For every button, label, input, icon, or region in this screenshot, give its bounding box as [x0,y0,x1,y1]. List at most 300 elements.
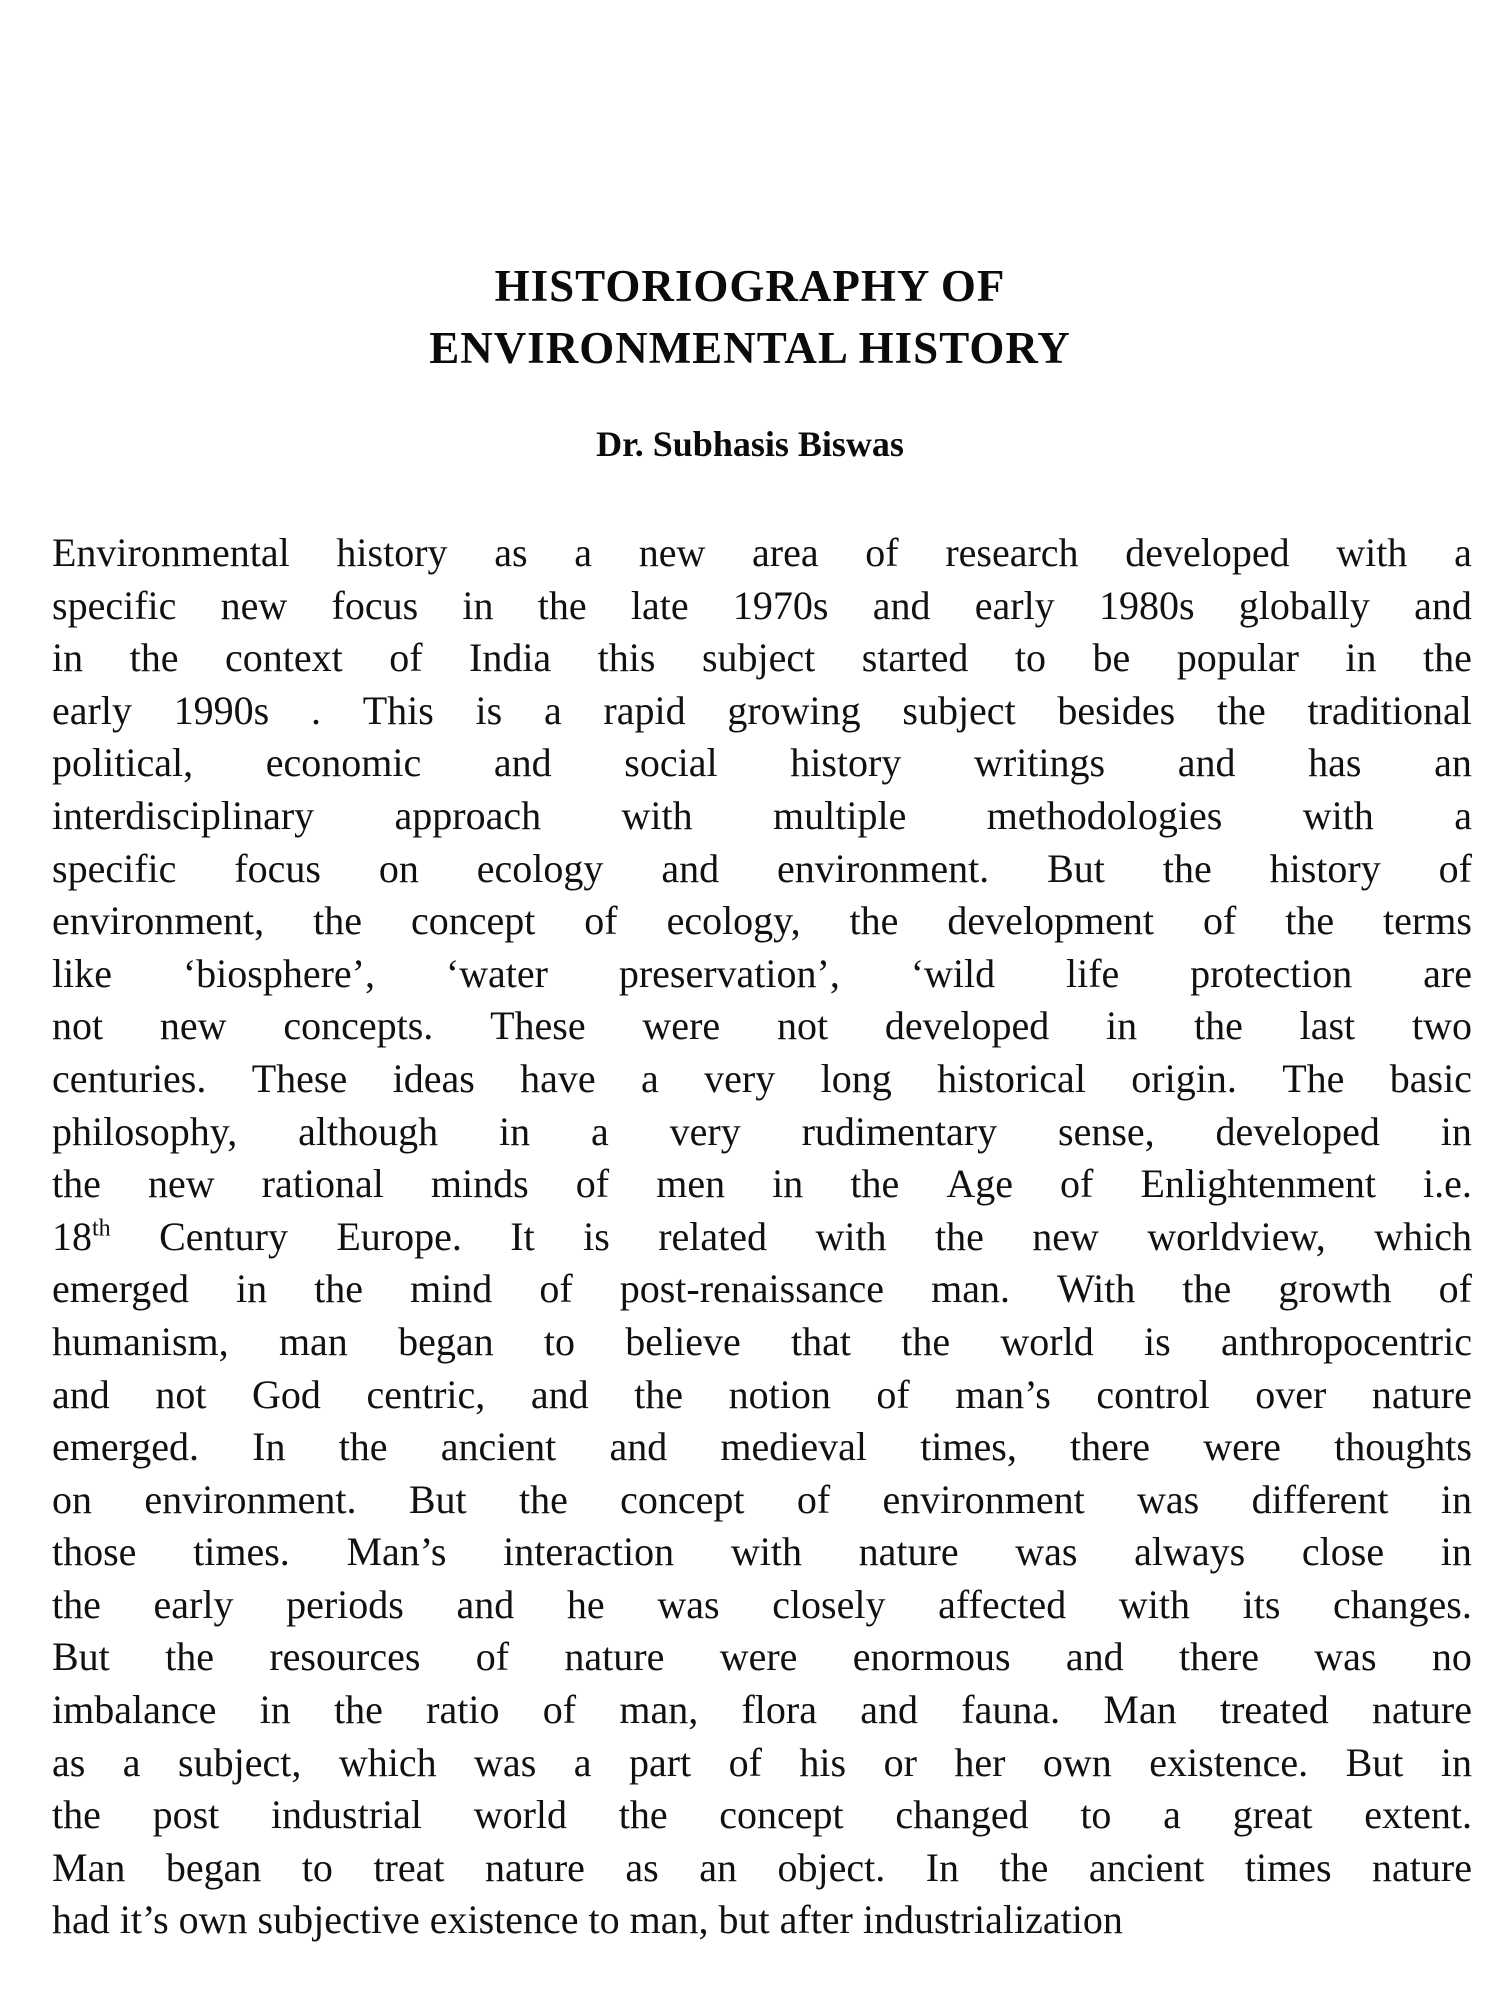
body-word: resources [269,1634,421,1680]
body-word: the [314,1266,364,1312]
body-line [52,1369,1472,1422]
body-word: Century [159,1213,288,1259]
body-line [52,1474,1472,1527]
body-word: In [252,1424,286,1470]
body-word: with [730,1529,802,1575]
body-word: context [224,635,343,681]
body-word: treated [1219,1687,1329,1733]
body-word: which [338,1739,437,1785]
body-word: environment. [144,1476,357,1522]
body-word: in [498,1108,531,1154]
body-word: a [573,1739,592,1785]
body-word: But [1345,1739,1404,1785]
body-word: of [865,530,899,575]
body-word: new [147,1161,215,1207]
body-word: environment [882,1476,1085,1522]
body-word: world [1000,1318,1094,1364]
article-title-line-1: HISTORIOGRAPHY OF [494,261,1006,311]
body-word: not [52,1003,104,1049]
author-name: Dr. Subhasis Biswas [596,424,904,464]
body-word: times, [920,1424,1017,1470]
body-word: developed [884,1003,1050,1049]
body-word: is [475,687,503,733]
body-word: research [945,530,1079,575]
body-word: environment, [52,898,265,944]
body-word: rational [261,1161,384,1207]
body-word: of [796,1476,831,1522]
body-word: in [1440,1476,1472,1522]
body-word: But [408,1476,467,1522]
body-word: and [1177,740,1236,786]
body-word: and [493,740,552,786]
body-word: the [1182,1266,1232,1312]
body-word: new [638,530,706,575]
body-word: that [791,1318,851,1364]
body-line [52,1684,1472,1737]
body-word: man. [931,1266,1010,1312]
body-line [52,1158,1472,1211]
body-word: is [583,1213,610,1259]
body-word: early [52,687,132,733]
body-word: not [155,1371,207,1417]
body-word: the [999,1844,1049,1890]
body-word: rapid [603,687,686,733]
body-word: besides [1057,687,1176,733]
body-word: with [621,792,693,838]
body-word: But [1047,845,1105,891]
body-line [52,790,1472,843]
body-word: centric, [366,1371,486,1417]
body-word: in [772,1161,804,1207]
body-word: are [1423,950,1472,996]
body-word: growth [1278,1266,1392,1312]
body-word: of [1202,898,1237,944]
body-line [52,527,1472,580]
body-word: those [52,1529,137,1575]
body-word: sense, [1058,1108,1155,1154]
body-word: and [1414,582,1472,628]
body-word: own [1042,1739,1112,1785]
body-word: in [1440,1108,1472,1154]
body-word: history [790,740,902,786]
body-word: 18th [52,1213,111,1259]
body-word: ideas [392,1055,475,1101]
body-word: medieval [720,1424,867,1470]
body-word: mind [410,1266,493,1312]
body-word: developed [1215,1108,1380,1154]
body-word: life [1065,950,1120,996]
body-word: and [609,1424,668,1470]
body-word: nature [564,1634,665,1680]
body-word: concept [620,1476,745,1522]
body-word: extent. [1364,1792,1472,1838]
body-word: The [1282,1055,1345,1101]
body-word: new [159,1003,227,1049]
body-line [52,1631,1472,1684]
body-word: and [860,1687,919,1733]
body-word: early [153,1581,234,1627]
body-word: to [1080,1792,1112,1838]
body-word: ecology [476,845,604,891]
body-word: affected [938,1581,1067,1627]
body-word: which [1374,1213,1472,1259]
body-word: rudimentary [801,1108,998,1154]
body-word: his [799,1739,847,1785]
body-word: fauna. [961,1687,1061,1733]
body-word: emerged. [52,1424,199,1470]
body-word: treat [373,1844,445,1890]
body-word: methodologies [986,792,1223,838]
body-word: were [642,1003,721,1049]
body-line [52,580,1472,633]
body-word: of [542,1687,577,1733]
body-word: subject, [178,1739,302,1785]
body-word: with [1336,530,1408,575]
body-word: part [628,1739,692,1785]
body-word: times [1244,1844,1332,1890]
body-word: historical [937,1055,1086,1101]
body-word: post-renaissance [619,1266,885,1312]
body-word: control [1096,1371,1210,1417]
body-word: there [1179,1634,1259,1680]
body-line [52,1737,1472,1790]
body-word: men [656,1161,726,1207]
body-word: late [630,582,689,628]
body-word: terms [1383,898,1472,944]
body-word: very [669,1108,741,1154]
body-word: new [220,582,288,628]
body-word: of [584,898,618,944]
body-word: was [474,1739,537,1785]
body-word: in [1106,1003,1138,1049]
body-word: and [52,1371,110,1417]
body-word: This [362,687,434,733]
body-word: writings [973,740,1106,786]
body-word: the [849,898,899,944]
body-word: in [259,1687,291,1733]
body-word: he [566,1581,605,1627]
body-word: centuries. [52,1055,207,1101]
body-word: concept [719,1792,844,1838]
body-word: in [236,1266,268,1312]
body-word: It [510,1213,535,1259]
body-word: imbalance [52,1687,217,1733]
body-word: multiple [773,792,907,838]
body-word: the [934,1213,984,1259]
body-word: ‘water [445,950,548,996]
body-word: over [1255,1371,1327,1417]
body-line [52,1842,1472,1895]
body-line [52,1263,1472,1316]
body-word: always [1134,1529,1246,1575]
body-word: the [634,1371,684,1417]
body-word: to [301,1844,333,1890]
body-word: of [575,1161,610,1207]
body-word: be [1092,635,1131,681]
body-word: new [1032,1213,1099,1259]
body-word: basic [1389,1055,1472,1101]
body-word: different [1251,1476,1389,1522]
body-word: world [473,1792,568,1838]
body-word: globally [1238,582,1370,628]
body-word: enormous [852,1634,1011,1680]
body-word: the [52,1792,101,1838]
body-word: nature [1371,1371,1472,1417]
body-word: a [1454,792,1472,838]
body-word: notion [728,1371,831,1417]
body-word: nature [858,1529,959,1575]
body-word: and [661,845,720,891]
body-word: humanism, [52,1318,229,1364]
body-word: has [1308,740,1362,786]
body-line [52,1316,1472,1369]
body-word: ecology, [666,898,801,944]
body-word: close [1301,1529,1385,1575]
body-word: ancient [440,1424,557,1470]
body-word: interaction [503,1529,675,1575]
body-word: nature [1372,1687,1472,1733]
body-word: preservation’, [618,950,840,996]
body-line [52,1579,1472,1632]
body-word: the [1193,1003,1243,1049]
body-word: history [336,530,448,575]
body-word: started [861,635,969,681]
body-word: very [704,1055,776,1101]
body-word: economic [265,740,422,786]
body-line [52,1526,1472,1579]
body-word: its [1242,1581,1281,1627]
body-word: the [129,635,179,681]
body-word: was [1314,1634,1377,1680]
body-word: specific [52,845,177,891]
body-word: ‘wild [910,950,996,996]
body-line [52,1894,1472,1947]
body-word: But [52,1634,110,1680]
body-word: of [876,1371,910,1417]
body-word: a [543,687,562,733]
body-word: Man [1103,1687,1177,1733]
body-word: These [490,1003,586,1049]
body-word: a [1454,530,1472,575]
body-word: minds [430,1161,529,1207]
body-word: the [1162,845,1212,891]
body-word: in [52,635,84,681]
body-word: and [872,582,931,628]
body-word: the [165,1634,215,1680]
body-word: the [1423,635,1472,681]
body-word: her [954,1739,1006,1785]
body-word: changes. [1333,1581,1472,1627]
body-word: periods [286,1581,404,1627]
body-word: this [597,635,656,681]
body-word: with [815,1213,887,1259]
body-word: were [1203,1424,1281,1470]
body-word: of [475,1634,510,1680]
body-word: changed [895,1792,1029,1838]
body-word: and [530,1371,589,1417]
body-word: times. [193,1529,290,1575]
body-word: an [1434,740,1472,786]
body-word: traditional [1307,687,1472,733]
body-word: on [378,845,419,891]
body-word: no [1431,1634,1472,1680]
body-word: the [313,898,362,944]
body-word: subject [902,687,1016,733]
body-word: although [298,1108,439,1154]
body-word: With [1056,1266,1136,1312]
article-title [0,255,1500,379]
body-word: environment. [777,845,990,891]
body-word: the [338,1424,388,1470]
body-word: the [52,1581,101,1627]
body-word: a [122,1739,141,1785]
body-word: of [389,635,423,681]
body-word: great [1232,1792,1313,1838]
body-word: thoughts [1334,1424,1472,1470]
body-word: began [165,1844,262,1890]
body-word: popular [1176,635,1299,681]
body-word: on [52,1476,92,1522]
body-word: closely [772,1581,886,1627]
body-word: history [1269,845,1381,891]
body-word: in [1345,635,1377,681]
body-word: and [1065,1634,1124,1680]
body-word: to [543,1318,575,1364]
body-word: social [624,740,718,786]
body-word: the [850,1161,900,1207]
body-word: . [310,687,321,733]
body-word: focus [234,845,321,891]
body-word: had it’s own subjective existence to man, but after industrialization [52,1897,1123,1943]
body-line [52,685,1472,738]
body-word: area [752,530,819,575]
body-line [52,1053,1472,1106]
body-word: protection [1190,950,1353,996]
body-word: origin. [1131,1055,1237,1101]
body-word: of [1438,845,1472,891]
body-word: nature [1372,1844,1472,1890]
body-word: In [925,1844,960,1890]
body-word: the [537,582,587,628]
body-line [52,1789,1472,1842]
body-word: man, [619,1687,699,1733]
body-word: the [1216,687,1266,733]
body-word: in [1440,1529,1472,1575]
body-word: ancient [1088,1844,1205,1890]
body-word: of [1438,1266,1472,1312]
body-word: there [1070,1424,1150,1470]
body-word: the [52,1161,101,1207]
body-word: long [820,1055,892,1101]
body-word: concept [410,898,536,944]
body-word: as [625,1844,659,1890]
body-word: Man’s [346,1529,447,1575]
body-word: emerged [52,1266,189,1312]
body-word: a [641,1055,659,1101]
body-word: specific [52,582,177,628]
body-word: have [520,1055,596,1101]
body-word: was [1137,1476,1200,1522]
body-word: development [947,898,1154,944]
body-word: began [398,1318,494,1364]
body-word: a [574,530,592,575]
body-word: post [152,1792,220,1838]
body-word: concepts. [283,1003,434,1049]
body-word: God [252,1371,321,1417]
body-word: object. [777,1844,886,1890]
body-word: two [1411,1003,1472,1049]
body-word: political, [52,740,194,786]
body-word: 1990s [173,687,270,733]
body-word: last [1299,1003,1356,1049]
body-word: man’s [955,1371,1051,1417]
body-word: worldview, [1147,1213,1326,1259]
body-line [52,1211,1472,1264]
body-word: a [590,1108,609,1154]
body-line [52,737,1472,790]
body-word: These [251,1055,348,1101]
body-word: Age [946,1161,1013,1207]
body-word: a [1163,1792,1181,1838]
body-word: believe [625,1318,741,1364]
body-word: with [1302,792,1374,838]
body-line [52,632,1472,685]
body-word: flora [741,1687,817,1733]
body-word: of [728,1739,762,1785]
body-word: was [1015,1529,1078,1575]
body-word: the [618,1792,668,1838]
body-word: to [1014,635,1046,681]
body-word: of [539,1266,573,1312]
body-word: in [462,582,494,628]
body-word: subject [701,635,816,681]
body-line [52,895,1472,948]
body-line [52,843,1472,896]
body-word: an [699,1844,737,1890]
body-word: the [518,1476,568,1522]
body-word: early [974,582,1055,628]
body-word: with [1118,1581,1190,1627]
article-body [52,527,1472,1947]
body-word: were [719,1634,798,1680]
body-word: in [1440,1739,1472,1785]
body-word: 1980s [1098,582,1195,628]
body-line [52,1000,1472,1053]
body-word: of [1060,1161,1094,1207]
body-word: industrial [270,1792,423,1838]
body-word: focus [331,582,419,628]
body-word: growing [727,687,861,733]
body-word: as [494,530,528,575]
body-line [52,1421,1472,1474]
body-word: Enlightenment [1140,1161,1376,1207]
body-word: the [901,1318,951,1364]
body-word: i.e. [1423,1161,1472,1207]
body-word: Environmental [52,530,290,575]
body-word: 1970s [732,582,829,628]
body-word: the [1285,898,1335,944]
body-word: not [776,1003,829,1049]
body-word: Man [52,1844,126,1890]
body-word: and [456,1581,515,1627]
article-title-line-2: ENVIRONMENTAL HISTORY [429,323,1071,373]
body-word: as [52,1739,86,1785]
body-word: India [469,635,552,681]
body-word: existence. [1149,1739,1309,1785]
body-word: man [278,1318,348,1364]
body-line [52,1106,1472,1159]
body-word: philosophy, [52,1108,238,1154]
